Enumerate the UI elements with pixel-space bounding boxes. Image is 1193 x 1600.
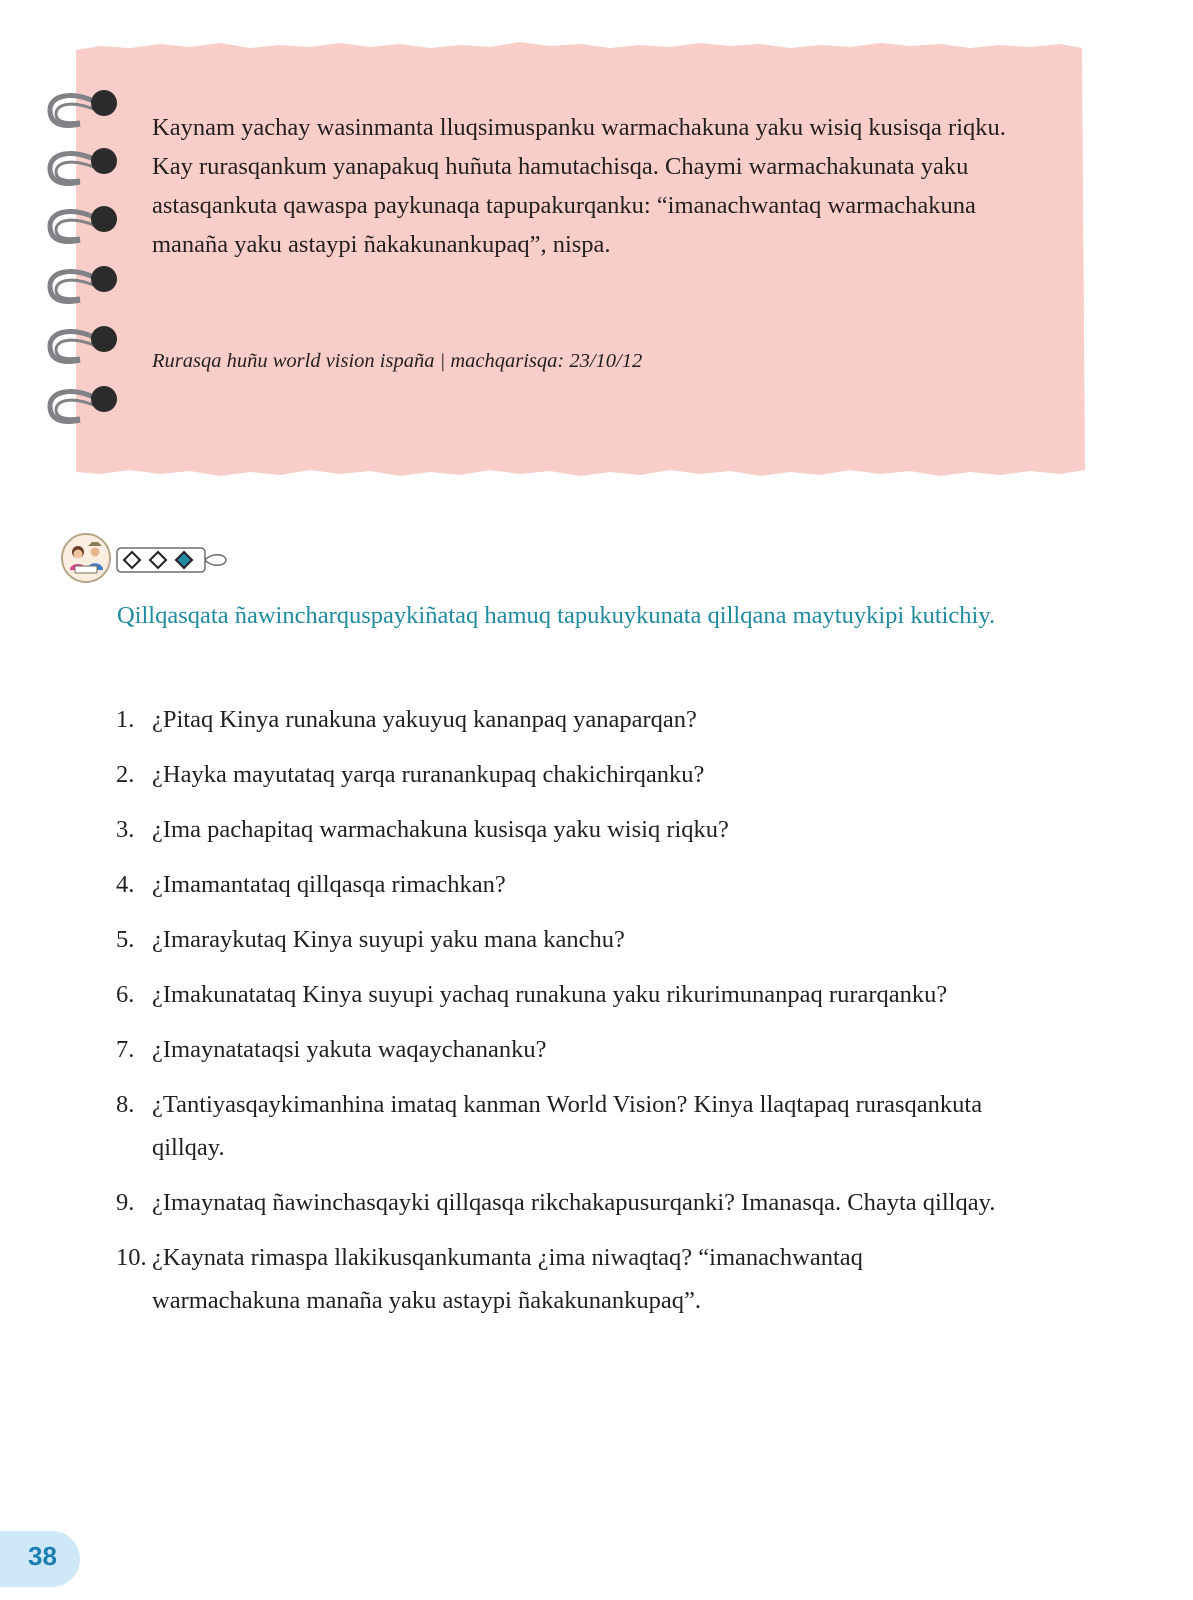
question-number: 5.: [116, 926, 135, 953]
question-number: 6.: [116, 981, 135, 1008]
question-number: 7.: [116, 1036, 135, 1063]
note-paragraph: Kaynam yachay wasinmanta lluqsimuspanku warmachakuna yaku wisiq kusisqa riqku. Kay rurasqankum yanapakuq huñuta hamutachisqa. Chaymi warmachakunata yaku astasqankuta qawaspa paykunaqa tapupakurqanku: “imanachwantaq warmachakuna manaña yaku astaypi ñakakunankupaq”, nispa.: [152, 114, 1006, 258]
question-number: 9.: [116, 1189, 135, 1216]
question-number: 2.: [116, 761, 135, 788]
question-item: [116, 973, 1016, 1016]
question-item: [116, 918, 1016, 961]
question-item: [116, 753, 1016, 796]
question-text: ¿Tantiyasqaykimanhina imataq kanman World Vision? Kinya llaqtapaq rurasqankuta qillqay.: [152, 1091, 983, 1161]
question-item: [116, 1083, 1016, 1169]
note-source: Rurasqa huñu world vision ispaña | machqarisqa: 23/10/12: [152, 350, 643, 372]
two-children-reading-icon: [60, 532, 112, 584]
question-text: ¿Ima pachapitaq warmachakuna kusisqa yaku wisiq riqku?: [152, 816, 729, 843]
question-text: ¿Imaynatataqsi yakuta waqaychananku?: [152, 1036, 547, 1063]
question-item: [116, 863, 1016, 906]
activity-instruction: Qillqasqata ñawincharquspaykiñataq hamuq tapukuykunata qillqana maytuykipi kutichiy.: [117, 602, 996, 629]
question-text: ¿Pitaq Kinya runakuna yakuyuq kananpaq yanaparqan?: [152, 706, 697, 733]
question-text: ¿Hayka mayutataq yarqa ruranankupaq chakichirqanku?: [152, 761, 705, 788]
question-number: 3.: [116, 816, 135, 843]
question-item: [116, 1236, 1016, 1322]
question-item: [116, 1181, 1016, 1224]
question-text: ¿Imaraykutaq Kinya suyupi yaku mana kanchu?: [152, 926, 625, 953]
question-list: [116, 698, 1016, 1334]
question-text: ¿Imaynataq ñawinchasqayki qillqasqa rikchakapusurqanki? Imanasqa. Chayta qillqay.: [152, 1189, 996, 1216]
question-number: 10.: [116, 1244, 147, 1271]
note-body: [152, 108, 1032, 264]
page-number: 38: [28, 1541, 57, 1571]
question-text: ¿Kaynata rimaspa llakikusqankumanta ¿ima niwaqtaq? “imanachwantaq warmachakuna manaña yaku astaypi ñakakunankupaq”.: [152, 1244, 863, 1314]
question-number: 4.: [116, 871, 135, 898]
question-item: [116, 1028, 1016, 1071]
question-text: ¿Imakunatataq Kinya suyupi yachaq runakuna yaku rikurimunanpaq rurarqanku?: [152, 981, 948, 1008]
question-number: 1.: [116, 706, 135, 733]
question-number: 8.: [116, 1091, 135, 1118]
difficulty-level: [116, 546, 228, 574]
question-item: [116, 698, 1016, 741]
question-item: [116, 808, 1016, 851]
question-text: ¿Imamantataq qillqasqa rimachkan?: [152, 871, 506, 898]
